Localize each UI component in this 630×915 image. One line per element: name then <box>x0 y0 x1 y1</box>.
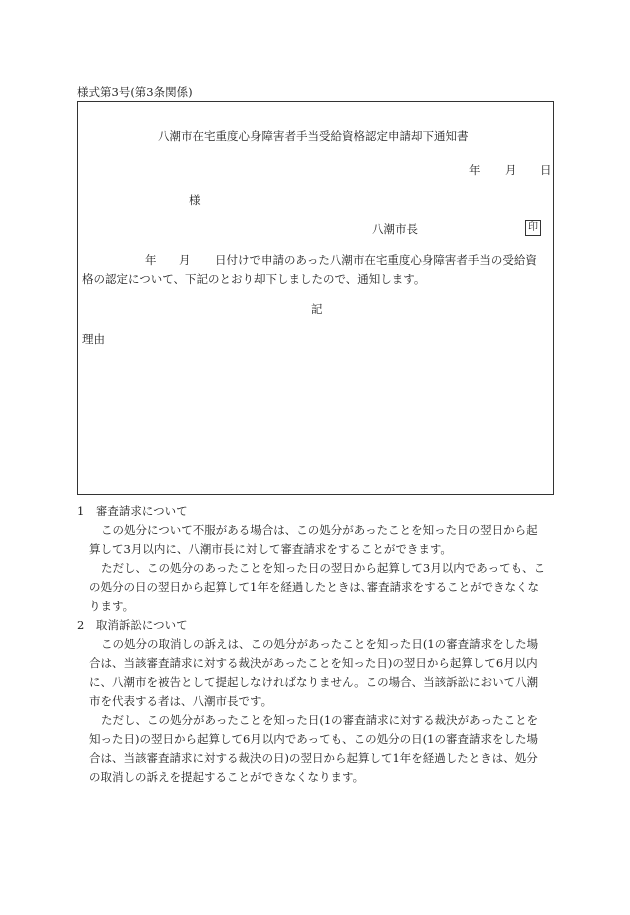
section-2-para-1-line-1: この処分の取消しの訴えは、この処分があったことを知った日(1の審査請求をした場 <box>101 637 539 651</box>
section-2-para-1-line-4: 市を代表する者は、八潮市長です。 <box>89 694 273 708</box>
section-2-para-2-line-4: の取消しの訴えを提起することができなくなります。 <box>89 770 365 784</box>
body-line-1: 日付けで申請のあった八潮市在宅重度心身障害者手当の受給資 <box>215 253 537 267</box>
section-1-para-1-line-2: 算して3月以内に、八潮市長に対して審査請求をすることができます。 <box>89 542 452 556</box>
section-2-para-2-line-3: 合は、当該審査請求に対する裁決の日)の翌日から起算して1年を経過したときは、処分 <box>89 751 538 765</box>
section-1-para-2-line-2: の処分の日の翌日から起算して1年を経過したときは､審査請求をすることができなくな <box>89 580 540 594</box>
section-1-para-2-line-1: ただし、この処分のあったことを知った日の翌日から起算して3月以内であっても、こ <box>101 561 546 575</box>
body-line-2: 格の認定について、下記のとおり却下しましたので、通知します。 <box>82 272 426 286</box>
ki-label: 記 <box>311 302 323 316</box>
section-2-para-2-line-1: ただし、この処分があったことを知った日(1の審査請求に対する裁決があったことを <box>101 713 539 727</box>
seal-mark: 印 <box>525 220 541 236</box>
date-day: 日 <box>540 163 552 177</box>
reason-label: 理由 <box>82 332 105 346</box>
section-2-heading: 2 取消訴訟について <box>77 618 188 632</box>
section-1-para-1-line-1: この処分について不服がある場合は、この処分があったことを知った日の翌日から起 <box>101 523 538 537</box>
section-2-para-1-line-2: 合は、当該審査請求に対する裁決があったことを知った日)の翌日から起算して6月以内 <box>89 656 538 670</box>
section-2-para-2-line-2: 知った日)の翌日から起算して6月以内であっても、この処分の日(1の審査請求をした場 <box>89 732 538 746</box>
body-year: 年 <box>145 253 157 267</box>
form-label: 様式第3号(第3条関係) <box>77 85 193 99</box>
date-month: 月 <box>505 163 517 177</box>
notice-title: 八潮市在宅重度心身障害者手当受給資格認定申請却下通知書 <box>158 129 469 143</box>
notice-form-box <box>77 101 554 495</box>
section-1-para-2-line-3: ります。 <box>89 599 135 613</box>
section-2-para-1-line-3: に、八潮市を被告として提起しなければなりません。この場合、当該訴訟において八潮 <box>89 675 539 689</box>
issuer-name: 八潮市長 <box>372 222 418 236</box>
addressee-suffix: 様 <box>189 193 201 207</box>
date-year: 年 <box>469 163 481 177</box>
section-1-heading: 1 審査請求について <box>77 504 188 518</box>
body-month: 月 <box>179 253 191 267</box>
